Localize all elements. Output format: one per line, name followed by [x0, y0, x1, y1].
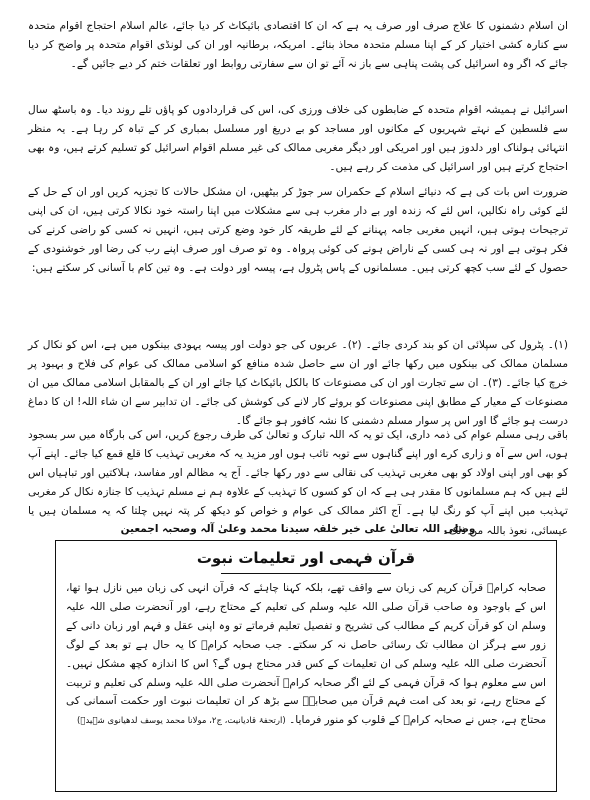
quote-box: [55, 540, 557, 792]
title-underline: [221, 573, 391, 574]
paragraph-5: باقی رہی مسلم عوام کی ذمہ داری، ایک تو یہ کہ اللہ تبارک و تعالیٰ کی طرف رجوع کریں، اس کی بارگاہ میں سر بسجود ہوں، اس سے آہ و زاری کرے اور اپنے گناہوں سے توبہ تائب ہوں اور مزید یہ کہ مغربی تہذیب کا قلع قمع کیا جائے۔ اپنے آپ کو بھی اور اپنی اولاد کو بھی مغربی تہذیب کی نقالی سے دور رکھا جائے۔ آج یہ مظالم اور مفاسد، ہلاکتیں اور تباہیاں اس لئے ہیں کہ ہم مسلمانوں کا مقدر ہی ہے کہ ان کو کسوں کا تہذیب کے علاوہ ہم نے مسلم تہذیب کا جنازہ نکال کر مغربی تہذیب میں اپنے آپ کو رنگ لیا ہے۔ آج اکثر ممالک کی عوام و خواص کو دیکھ کر پتہ نہیں چلتا کہ یہ مسلمان ہیں یا عیسائی، نعوذ باللہ من ذلک۔: [27, 428, 568, 537]
source-citation: (ارتحفۂ قادیانیت، ج۲، مولانا محمد یوسف لدھیانوی شہیدؒ): [77, 716, 286, 727]
box-body-text: صحابہ کرامؓ قرآن کریم کی زبان سے واقف تھے، بلکہ کہنا چاہئے کہ قرآن انہی کی زبان میں نازل ہوا تھا، اس کے باوجود وہ صاحب قرآن صلی اللہ علیہ وسلم کی تعلیم کے محتاج رہے، اور آنحضرت صلی اللہ علیہ وسلم ان کو قرآن کریم کے مطالب کی تشریح و تفصیل تعلیم فرماتے تو وہ اپنی عقل و فہم اور زبان دانی کے زور سے ہرگز ان مطالب تک رسائی حاصل نہ کر سکتے۔ جب صحابہ کرامؓ کا یہ حال ہے تو بعد کے لوگ آنحضرت صلی اللہ علیہ وسلم کی ان تعلیمات کے کس قدر محتاج ہوں گے؟ اس کا اندازہ کچھ مشکل نہیں۔ اس سے معلوم ہوا کہ قرآن فہمی کے لئے اگر صحابہ کرامؓ آنحضرت صلی اللہ علیہ وسلم کی تعلیم و تربیت کے محتاج رہے، تو بعد کی امت فہم قرآن میں صحابہؓ سے بڑھ کر ان تعلیمات نبوت اور حکمت آسمانی کی محتاج ہے، جس نے صحابہ کرامؓ کے قلوب کو منور فرمایا۔: [66, 582, 546, 727]
paragraph-2: اسرائیل نے ہمیشہ اقوام متحدہ کے ضابطوں کی خلاف ورزی کی، اس کی قراردادوں کو پاؤں تلے روند دیا۔ وہ باسٹھ سال سے فلسطین کے نہتے شہریوں کے مکانوں اور مساجد کو بے دریغ اور مسلسل بمباری کر کے تباہ کر رہا ہے۔ یہ منظر انتہائی ہولناک اور دلدوز ہیں اور امریکی اور دیگر مغربی ممالک کی غیر مسلم اقوام اسرائیل کو تسلیم کرتے ہیں، وہ بھی احتجاج کرتے ہیں اور اسرائیل کی مذمت کر رہے ہیں۔: [28, 103, 568, 174]
closing-salutation: وصلی اللہ تعالیٰ علی خیر خلقہ سیدنا محمد وعلیٰ آلہ وصحبہ اجمعین: [120, 523, 476, 535]
paragraph-4: (۱)۔ پٹرول کی سپلائی ان کو بند کردی جائے۔ (۲)۔ عربوں کی جو دولت اور پیسہ یہودی بینکوں میں ہے، اس کو نکال کر مسلمان ممالک کی بینکوں میں رکھا جائے اور ان سے حاصل شدہ منافع کو اسلامی ممالک کی عوام کی فلاح و بہبود پر خرچ کیا جائے۔ (۳)۔ ان سے تجارت اور ان کی مصنوعات کا بالکل بائیکاٹ کیا جائے اور ان کے بالمقابل اسلامی ممالک میں ان مصنوعات کے معیار کے مطابق اپنی مصنوعات کو بروئے کار لانے کی کوشش کی جائے۔ ان تدابیر سے ان شاء اللہ! ان کا دماغ درست ہو جائے گا اور اس پر سوار مسلم دشمنی کا نشہ کافور ہو جائے گا۔: [28, 338, 568, 428]
box-title: قرآن فہمی اور تعلیمات نبوت: [196, 549, 416, 567]
box-body: [66, 579, 546, 731]
paragraph-1: ان اسلام دشمنوں کا علاج صرف اور صرف یہ ہے کہ ان کا اقتصادی بائیکاٹ کر دیا جائے، عالم اسلام احتجاج اقوام متحدہ سے کنارہ کشی اختیار کر کے اپنا مسلم متحدہ محاذ بنائے۔ امریکہ، برطانیہ اور ان کی لونڈی اقوام متحدہ پر واضح کر دیا جائے کہ اگر وہ اسرائیل کی پشت پناہی سے باز نہ آئے تو ان سے سفارتی روابط اور تعلقات ختم کر دیے جائیں گے۔: [28, 19, 568, 70]
paragraph-3: ضرورت اس بات کی ہے کہ دنیائے اسلام کے حکمران سر جوڑ کر بیٹھیں، ان مشکل حالات کا تجزیہ کریں اور ان کے حل کے لئے کوئی راہ نکالیں، اس لئے کہ زندہ اور بے دار مغرب ہی سے مشکلات میں اپنا راستہ خود نکالا کرتی ہیں، ان کی اپنی ترجیحات ہوتی ہیں، انہیں مغربی جامہ پہنانے کے لئے طریقہ کار خود وضع کرتی ہیں، انہیں نہ کسی کو راضی کرنے کی فکر ہوتی ہے اور نہ ہی کسی کے ناراض ہونے کی کوئی پرواہ۔ وہ تو صرف اور صرف اپنے رب کی رضا اور خوشنودی کے حصول کے لئے سب کچھ کرتی ہیں۔ مسلمانوں کے پاس پٹرول ہے، پیسہ اور دولت ہے۔ وہ تین کام با آسانی کر سکتے ہیں:: [28, 185, 568, 275]
